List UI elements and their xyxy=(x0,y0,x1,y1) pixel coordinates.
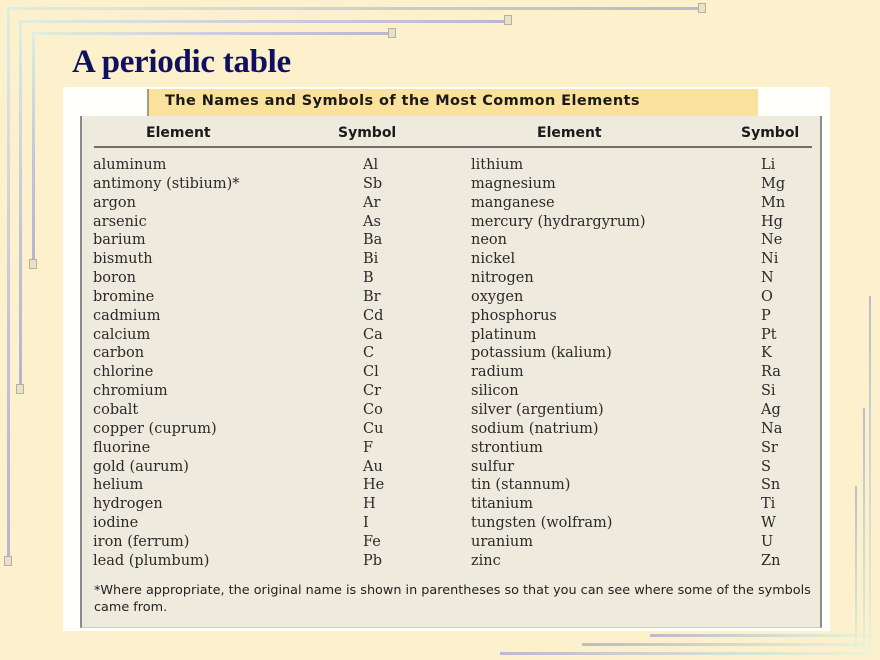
right-symbol-column xyxy=(761,156,785,571)
table-footnote: *Where appropriate, the original name is shown in parentheses so that you can see where some of the symbols came from. xyxy=(94,583,811,615)
element-name: hydrogen xyxy=(93,496,163,513)
element-symbol: Bi xyxy=(363,251,379,268)
frame-knob-icon xyxy=(388,28,396,38)
element-symbol: Ba xyxy=(363,232,383,249)
element-name: titanium xyxy=(471,496,534,513)
element-name: bromine xyxy=(93,288,155,305)
frame-knob-icon xyxy=(698,3,706,13)
element-name: lithium xyxy=(471,157,524,173)
element-name: carbon xyxy=(93,345,145,362)
element-name: chromium xyxy=(93,383,168,400)
element-name: sodium (natrium) xyxy=(471,420,599,437)
element-name: oxygen xyxy=(471,288,524,305)
element-name: radium xyxy=(471,364,524,381)
frame-line-top-3 xyxy=(34,32,394,35)
element-symbol: F xyxy=(363,439,374,456)
element-name: neon xyxy=(471,232,507,249)
frame-knob-icon xyxy=(29,259,37,269)
element-symbol: P xyxy=(761,307,771,324)
element-name: aluminum xyxy=(93,157,167,173)
frame-line-top-2 xyxy=(20,20,510,23)
element-symbol: Br xyxy=(363,288,381,305)
element-symbol: Al xyxy=(363,157,379,173)
element-name: copper (cuprum) xyxy=(93,420,217,437)
element-symbol: Ti xyxy=(761,496,776,513)
element-symbol: K xyxy=(761,345,772,362)
element-name: chlorine xyxy=(93,364,154,381)
column-header-element-right: Element xyxy=(537,125,602,141)
frame-line-left-1 xyxy=(7,8,10,560)
column-header-symbol-right: Symbol xyxy=(741,125,800,141)
element-symbol: He xyxy=(363,477,385,494)
frame-knob-icon xyxy=(4,556,12,566)
element-name: gold (aurum) xyxy=(93,458,189,475)
element-symbol: Ca xyxy=(363,326,383,343)
element-name: calcium xyxy=(93,326,151,343)
frame-line-right-3 xyxy=(855,486,857,656)
column-header-element-left: Element xyxy=(146,125,211,141)
slide-title: A periodic table xyxy=(72,44,291,80)
frame-line-bottom-1 xyxy=(650,634,875,637)
element-symbol: Hg xyxy=(761,213,783,230)
element-symbol: Mg xyxy=(761,175,786,192)
frame-knob-icon xyxy=(504,15,512,25)
element-symbol: Ag xyxy=(761,401,781,418)
element-symbol: H xyxy=(363,496,376,513)
elements-table xyxy=(80,116,822,628)
frame-line-left-3 xyxy=(32,32,35,264)
table-heading: The Names and Symbols of the Most Common Elements xyxy=(165,93,640,109)
element-symbol: O xyxy=(761,288,773,305)
frame-line-bottom-3 xyxy=(500,652,875,655)
element-name: sulfur xyxy=(471,458,515,475)
element-symbol: Ra xyxy=(761,364,781,381)
right-element-column xyxy=(471,156,646,571)
element-name: uranium xyxy=(471,533,533,550)
table-heading-bar xyxy=(147,89,758,116)
element-name: magnesium xyxy=(471,175,556,192)
element-name: argon xyxy=(93,194,136,211)
element-name: bismuth xyxy=(93,251,153,268)
element-name: cadmium xyxy=(93,307,161,324)
element-name: manganese xyxy=(471,194,555,211)
element-name: tin (stannum) xyxy=(471,477,571,494)
element-name: arsenic xyxy=(93,213,147,230)
element-name: nickel xyxy=(471,251,516,268)
element-name: phosphorus xyxy=(471,307,557,324)
element-name: fluorine xyxy=(93,439,151,456)
element-symbol: Ar xyxy=(363,194,381,211)
element-symbol: Sb xyxy=(363,175,383,192)
frame-line-top-1 xyxy=(8,7,705,10)
frame-line-left-2 xyxy=(19,20,22,388)
left-symbol-column xyxy=(363,156,384,571)
element-symbol: Pt xyxy=(761,326,777,343)
element-symbol: Sr xyxy=(761,439,778,456)
element-name: helium xyxy=(93,477,144,494)
element-symbol: Cr xyxy=(363,383,382,400)
element-name: strontium xyxy=(471,439,543,456)
element-symbol: Ne xyxy=(761,232,783,249)
element-symbol: Mn xyxy=(761,194,786,211)
frame-line-right-2 xyxy=(863,408,865,656)
frame-knob-icon xyxy=(16,384,24,394)
frame-line-bottom-2 xyxy=(582,643,872,646)
element-symbol: Sn xyxy=(761,477,781,494)
header-rule xyxy=(94,146,812,148)
element-symbol: Si xyxy=(761,383,776,400)
element-symbol: W xyxy=(761,515,776,532)
element-symbol: I xyxy=(363,515,369,532)
element-name: iodine xyxy=(93,515,139,532)
element-name: platinum xyxy=(471,326,537,343)
element-symbol: Fe xyxy=(363,533,381,550)
element-symbol: Cl xyxy=(363,364,379,381)
element-name: potassium (kalium) xyxy=(471,345,612,362)
element-name: barium xyxy=(93,232,146,249)
column-header-symbol-left: Symbol xyxy=(338,125,397,141)
element-name: cobalt xyxy=(93,401,139,418)
element-symbol: U xyxy=(761,533,774,550)
element-name: silicon xyxy=(471,383,519,400)
element-name: lead (plumbum) xyxy=(93,552,210,569)
element-symbol: Co xyxy=(363,401,383,418)
frame-line-right-1 xyxy=(869,296,871,656)
element-name: tungsten (wolfram) xyxy=(471,515,613,532)
element-symbol: S xyxy=(761,458,771,475)
element-name: antimony (stibium)* xyxy=(93,175,240,192)
element-symbol: B xyxy=(363,270,374,287)
element-symbol: N xyxy=(761,270,774,287)
element-symbol: Zn xyxy=(761,552,781,569)
element-name: nitrogen xyxy=(471,270,534,287)
element-name: zinc xyxy=(471,552,501,569)
element-name: boron xyxy=(93,270,137,287)
element-symbol: Cu xyxy=(363,420,384,437)
element-symbol: Na xyxy=(761,420,783,437)
element-symbol: Li xyxy=(761,157,776,173)
element-symbol: As xyxy=(363,213,381,230)
element-symbol: Pb xyxy=(363,552,383,569)
left-element-column xyxy=(93,156,240,571)
element-name: iron (ferrum) xyxy=(93,533,190,550)
element-symbol: Au xyxy=(363,458,383,475)
element-symbol: C xyxy=(363,345,375,362)
element-name: silver (argentium) xyxy=(471,401,604,418)
element-symbol: Ni xyxy=(761,251,779,268)
element-name: mercury (hydrargyrum) xyxy=(471,213,646,230)
element-symbol: Cd xyxy=(363,307,384,324)
